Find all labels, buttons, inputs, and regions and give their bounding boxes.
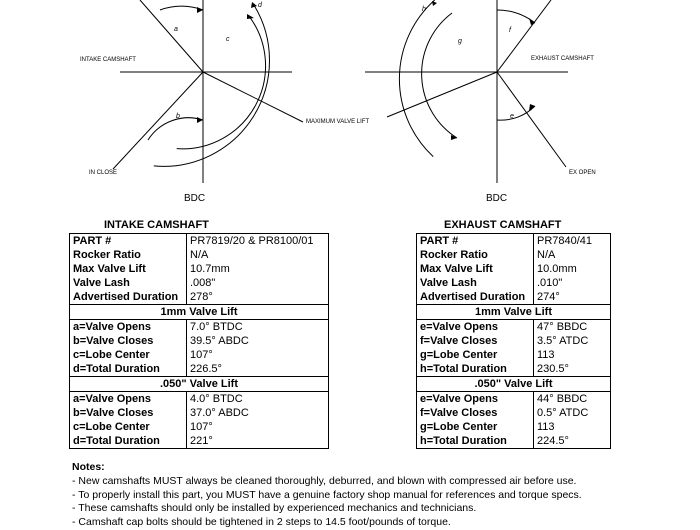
exhaust-arc-h	[399, 0, 434, 157]
table-row: g=Lobe Center 113	[417, 348, 611, 362]
section-header: 1mm Valve Lift	[70, 305, 329, 320]
table-row: Max Valve Lift 10.0mm	[417, 262, 611, 276]
exhaust-arc-f	[497, 10, 535, 23]
notes-section	[72, 461, 582, 530]
table-row: Rocker Ratio N/A	[417, 248, 611, 262]
letter-h: h	[422, 6, 426, 13]
table-row: Advertised Duration 274°	[417, 290, 611, 305]
intake-arc-d	[154, 5, 270, 166]
table-row: d=Total Duration 226.5°	[70, 362, 329, 377]
table-row: g=Lobe Center 113	[417, 420, 611, 434]
letter-d: d	[258, 2, 262, 9]
table-row: e=Valve Opens 47° BBDC	[417, 320, 611, 335]
note-item: - These camshafts should only be installed by experienced mechanics and technicians.	[72, 502, 477, 515]
exhaust-table-title: EXHAUST CAMSHAFT	[444, 219, 562, 231]
in-close-label: IN CLOSE	[89, 170, 118, 176]
table-row: d=Total Duration 221°	[70, 434, 329, 449]
intake-close-line	[113, 72, 203, 169]
note-item: - Camshaft cap bolts should be tightened in 2 steps to 14.5 foot/pounds of torque.	[72, 516, 451, 529]
note-item: - To properly install this part, you MUST have a genuine factory shop manual for references and torque specs.	[72, 488, 582, 501]
letter-f: f	[509, 27, 511, 34]
intake-arc-c	[177, 15, 266, 148]
letter-g: g	[458, 38, 462, 45]
bdc-left-label: BDC	[184, 193, 206, 204]
intake-camshaft-diagram-label: INTAKE CAMSHAFT	[80, 57, 136, 63]
table-row: Max Valve Lift 10.7mm	[70, 262, 329, 276]
letter-a: a	[174, 26, 178, 33]
table-row: Advertised Duration 278°	[70, 290, 329, 305]
section-header: 1mm Valve Lift	[417, 305, 611, 320]
table-row: f=Valve Closes 3.5° ATDC	[417, 334, 611, 348]
intake-arc-b	[148, 118, 203, 140]
table-row: c=Lobe Center 107°	[70, 420, 329, 434]
letter-e: e	[510, 113, 514, 120]
table-row: Rocker Ratio N/A	[70, 248, 329, 262]
valve-timing-diagram	[0, 0, 700, 215]
table-row: f=Valve Closes 0.5° ATDC	[417, 406, 611, 420]
exhaust-camshaft-diagram-label: EXHAUST CAMSHAFT	[531, 56, 594, 62]
table-row: Valve Lash .010"	[417, 276, 611, 290]
exhaust-spec-table	[416, 233, 611, 449]
max-lift-line-left	[203, 72, 303, 122]
table-row: PART # PR7840/41	[417, 234, 611, 249]
table-row: a=Valve Opens 4.0° BTDC	[70, 392, 329, 407]
intake-table-title: INTAKE CAMSHAFT	[104, 219, 209, 231]
table-row: e=Valve Opens 44° BBDC	[417, 392, 611, 407]
letter-b: b	[176, 113, 180, 120]
table-row: b=Valve Closes 37.0° ABDC	[70, 406, 329, 420]
exhaust-arc-e	[497, 106, 535, 120]
table-row: PART # PR7819/20 & PR8100/01	[70, 234, 329, 249]
letter-c: c	[226, 36, 230, 43]
table-row: c=Lobe Center 107°	[70, 348, 329, 362]
intake-spec-table	[69, 233, 329, 449]
note-item: - New camshafts MUST always be cleaned thoroughly, deburred, and blown with compressed air before use.	[72, 474, 577, 487]
exhaust-arc-g	[422, 13, 457, 138]
table-row: b=Valve Closes 39.5° ABDC	[70, 334, 329, 348]
ex-open-label: EX OPEN	[569, 170, 596, 176]
intake-open-line	[140, 0, 203, 72]
intake-arc-a	[160, 6, 203, 10]
table-row: a=Valve Opens 7.0° BTDC	[70, 320, 329, 335]
bdc-right-label: BDC	[486, 193, 508, 204]
max-valve-lift-label: MAXIMUM VALVE LIFT	[306, 119, 370, 125]
max-lift-line-right	[387, 72, 497, 117]
table-row: Valve Lash .008"	[70, 276, 329, 290]
notes-title: Notes:	[72, 461, 105, 473]
table-row: h=Total Duration 224.5°	[417, 434, 611, 449]
section-header: .050" Valve Lift	[70, 377, 329, 392]
table-row: h=Total Duration 230.5°	[417, 362, 611, 377]
section-header: .050" Valve Lift	[417, 377, 611, 392]
